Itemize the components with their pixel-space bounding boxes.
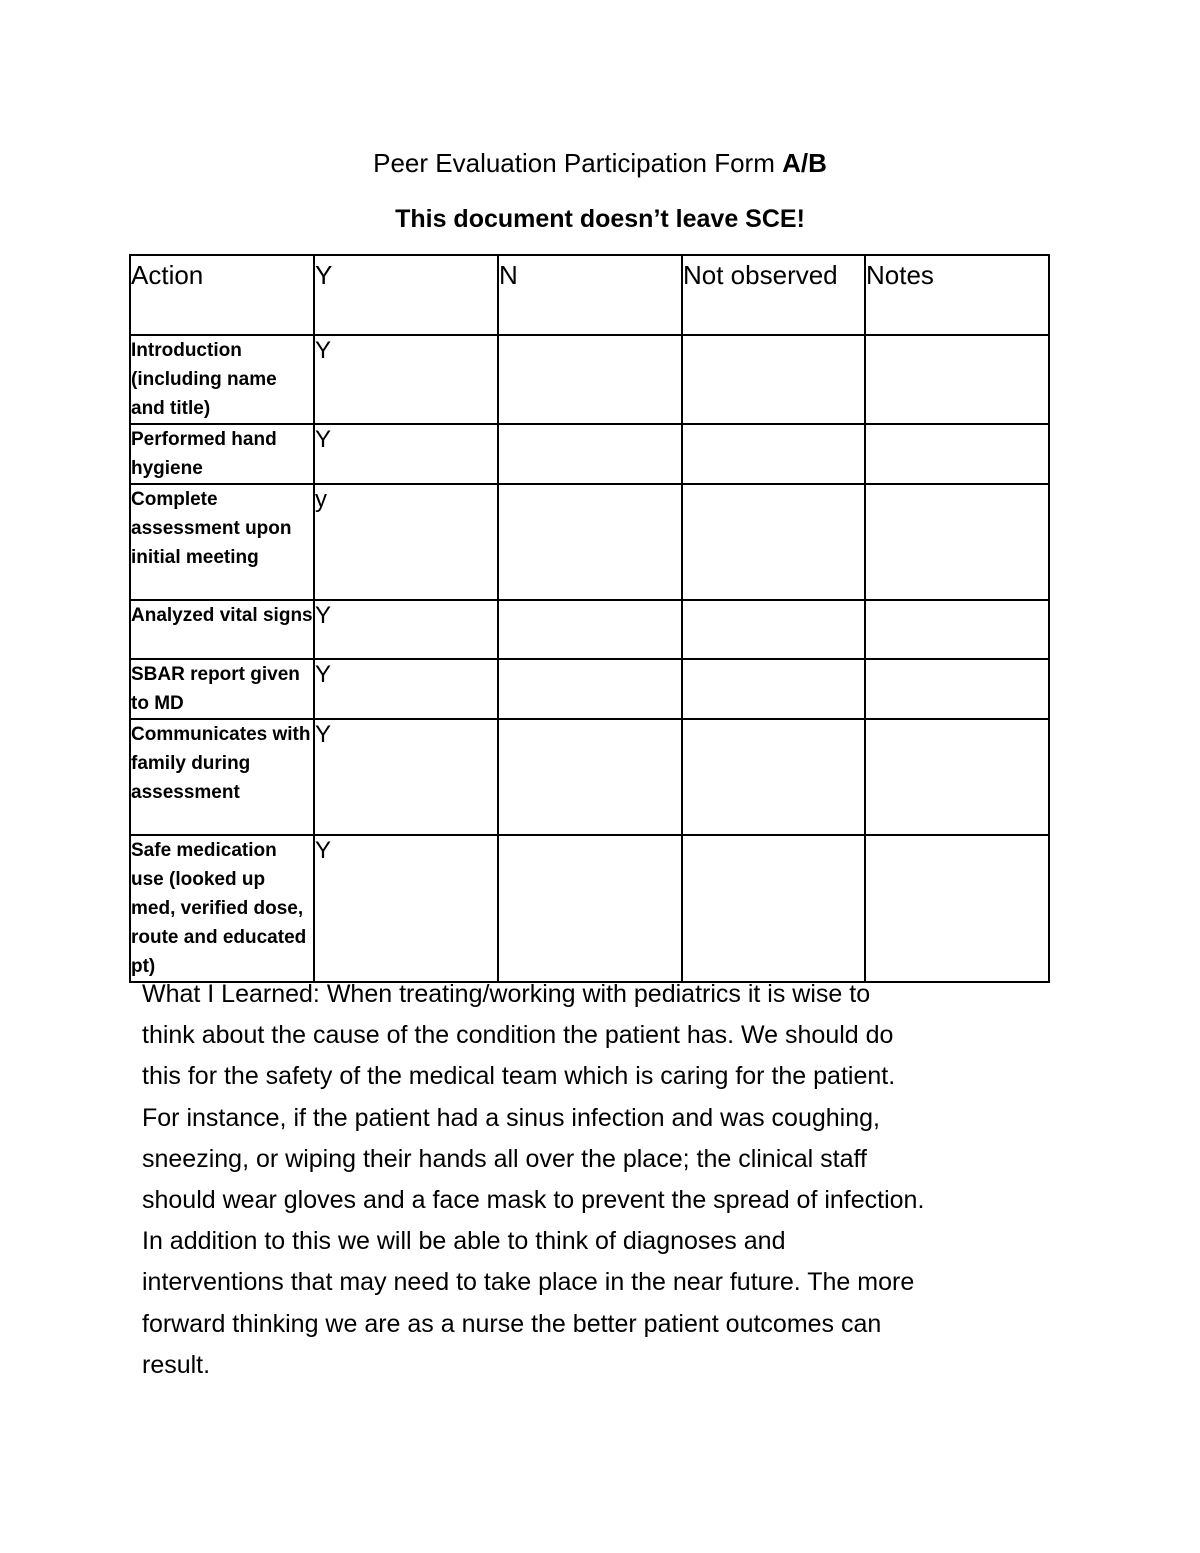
notes-cell (865, 424, 1049, 484)
notes-cell (865, 484, 1049, 600)
not-observed-cell (682, 484, 865, 600)
notes-cell (865, 659, 1049, 719)
table-row (130, 600, 1049, 659)
header-y: Y (314, 255, 498, 335)
action-cell: Complete assessment upon initial meeting (130, 484, 314, 600)
paragraph-line: interventions that may need to take place in the near future. The more (142, 1268, 915, 1297)
paragraph-line: sneezing, or wiping their hands all over the place; the clinical staff (142, 1144, 867, 1173)
n-cell (498, 835, 682, 982)
n-cell (498, 335, 682, 424)
what-i-learned-paragraph (142, 974, 1062, 1386)
action-cell: SBAR report given to MD (130, 659, 314, 719)
paragraph-line: this for the safety of the medical team which is caring for the patient. (142, 1062, 896, 1091)
n-cell (498, 424, 682, 484)
paragraph-line: forward thinking we are as a nurse the better patient outcomes can (142, 1309, 882, 1338)
action-cell: Introduction (including name and title) (130, 335, 314, 424)
not-observed-cell (682, 424, 865, 484)
header-notes: Notes (865, 255, 1049, 335)
y-cell: Y (314, 659, 498, 719)
notes-cell (865, 835, 1049, 982)
paragraph-line: result. (142, 1350, 211, 1379)
confidentiality-notice: This document doesn’t leave SCE! (395, 205, 805, 233)
not-observed-cell (682, 659, 865, 719)
paragraph-line: should wear gloves and a face mask to prevent the spread of infection. (142, 1186, 925, 1215)
form-title-regular: Peer Evaluation Participation Form (373, 148, 783, 178)
y-cell: Y (314, 835, 498, 982)
y-cell: Y (314, 335, 498, 424)
y-cell: Y (314, 424, 498, 484)
not-observed-cell (682, 835, 865, 982)
action-cell: Analyzed vital signs (130, 600, 314, 659)
form-title (0, 146, 1200, 180)
notes-cell (865, 335, 1049, 424)
n-cell (498, 484, 682, 600)
table-row (130, 424, 1049, 484)
paragraph-line: think about the cause of the condition the patient has. We should do (142, 1021, 894, 1050)
not-observed-cell (682, 335, 865, 424)
paragraph-line: What I Learned: When treating/working with pediatrics it is wise to (142, 980, 871, 1008)
table-row (130, 659, 1049, 719)
table-row (130, 719, 1049, 835)
n-cell (498, 719, 682, 835)
table-row (130, 835, 1049, 982)
y-cell: Y (314, 600, 498, 659)
not-observed-cell (682, 719, 865, 835)
form-title-version: A/B (782, 148, 827, 178)
table-row (130, 484, 1049, 600)
action-cell: Performed hand hygiene (130, 424, 314, 484)
paragraph-line: For instance, if the patient had a sinus infection and was coughing, (142, 1103, 880, 1132)
n-cell (498, 659, 682, 719)
header-not-observed: Not observed (682, 255, 865, 335)
notes-cell (865, 600, 1049, 659)
notes-cell (865, 719, 1049, 835)
header-n: N (498, 255, 682, 335)
not-observed-cell (682, 600, 865, 659)
action-cell: Communicates with family during assessment (130, 719, 314, 835)
header-action: Action (130, 255, 314, 335)
y-cell: y (314, 484, 498, 600)
table-row (130, 335, 1049, 424)
n-cell (498, 600, 682, 659)
table-header-row (130, 255, 1049, 335)
y-cell: Y (314, 719, 498, 835)
paragraph-line: In addition to this we will be able to think of diagnoses and (142, 1227, 786, 1256)
evaluation-table (129, 254, 1050, 983)
action-cell: Safe medication use (looked up med, verified dose, route and educated pt) (130, 835, 314, 982)
